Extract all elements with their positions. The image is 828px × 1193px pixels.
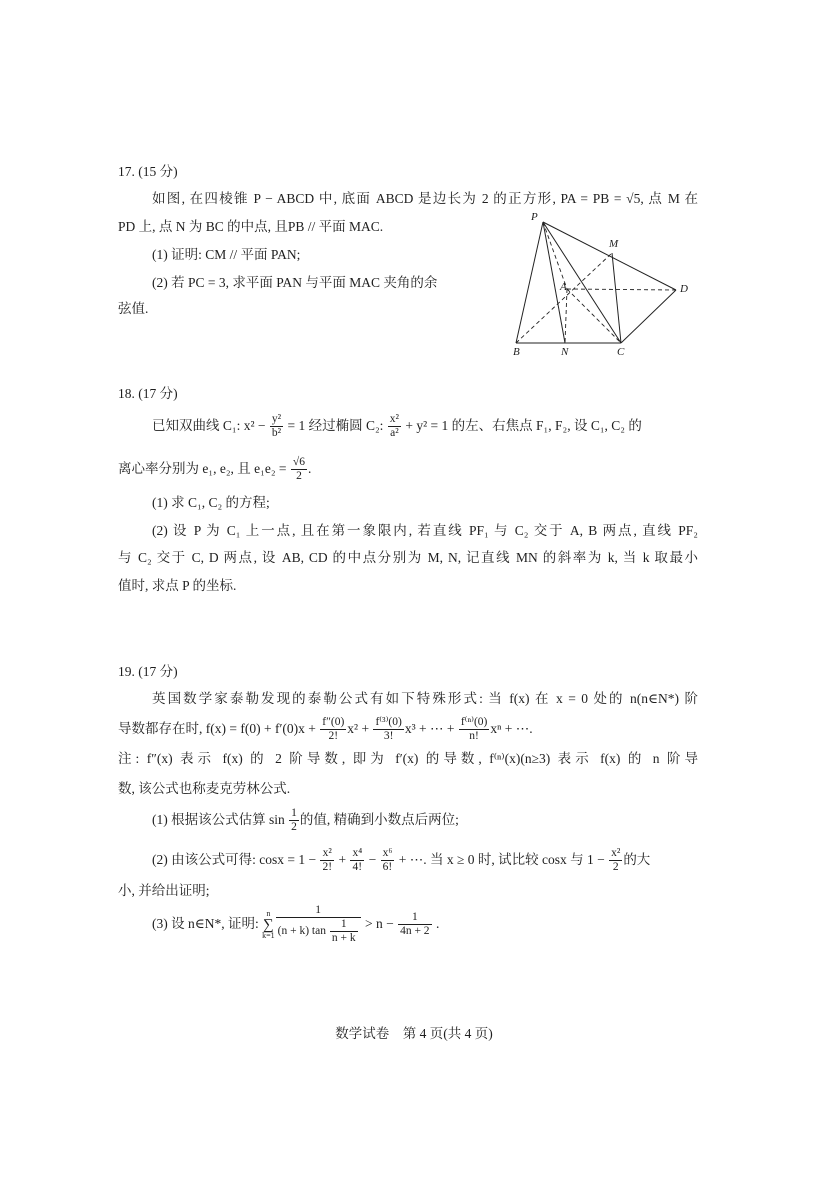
numerator: 1 — [398, 911, 432, 925]
fraction — [289, 807, 299, 834]
label-P: P — [531, 211, 538, 223]
fraction — [270, 413, 283, 440]
q18-part2: (2) 设 P 为 C₁ 上一点, 且在第一象限内, 若直线 PF₁ 与 C₂ 交于 A, B 两点, 直线 PF₂ — [152, 523, 698, 538]
numerator: 1 — [330, 918, 358, 932]
numerator: 1 — [291, 807, 297, 820]
fraction — [381, 847, 395, 874]
denominator: 2! — [322, 861, 333, 874]
text: x³ + ⋯ + — [404, 721, 458, 736]
fraction — [330, 918, 358, 945]
text: 导数都存在时, f(x) = f(0) + f′(0)x + — [118, 721, 320, 736]
denominator: 2 — [296, 470, 302, 483]
numerator: f″(0) — [322, 716, 345, 729]
summation — [262, 910, 275, 940]
numerator: x⁴ — [352, 847, 363, 860]
numerator: x² — [389, 413, 399, 426]
q19-part1 — [152, 805, 698, 835]
label-N: N — [561, 346, 569, 358]
sum-symbol: ∑ — [263, 916, 274, 933]
q19-part2-line2: 小, 并给出证明; — [118, 883, 210, 898]
q17-stem-line2: PD 上, 点 N 为 BC 的中点, 且PB // 平面 MAC. — [118, 219, 384, 234]
q19-stem-line2 — [118, 714, 698, 744]
denominator: n + k — [331, 932, 356, 945]
label-C: C — [617, 346, 625, 358]
denominator — [276, 918, 361, 945]
text: 已知双曲线 C₁: x² − — [152, 418, 269, 433]
fraction — [276, 904, 361, 945]
text: > n − — [361, 916, 398, 931]
q17-header: 17. (15 分) — [118, 164, 178, 179]
q19-note: 注: f″(x) 表示 f(x) 的 2 阶导数, 即为 f′(x) 的导数, f⁽ⁿ⁾(x)(n≥3) 表示 f(x) 的 n 阶导 — [118, 751, 698, 766]
denominator: 6! — [382, 861, 393, 874]
denominator: 2 — [612, 861, 619, 874]
numerator: √6 — [292, 456, 305, 469]
q17-stem-line1: 如图, 在四棱锥 P − ABCD 中, 底面 ABCD 是边长为 2 的正方形, PA = PB = √5, 点 M 在 — [152, 191, 698, 206]
text: 的大 — [623, 852, 651, 867]
q19-header: 19. (17 分) — [118, 664, 178, 679]
text: + y² = 1 的左、右焦点 F₁, F₂, 设 C₁, C₂ 的 — [401, 418, 642, 433]
text: x² + — [347, 721, 373, 736]
denominator: 4! — [352, 861, 363, 874]
text: . — [432, 916, 440, 931]
q18-stem-line1 — [152, 412, 698, 440]
fraction — [320, 847, 334, 874]
text: xⁿ + ⋯. — [490, 721, 533, 736]
text: 的值, 精确到小数点后两位; — [299, 812, 459, 827]
fraction — [350, 847, 364, 874]
text: (1) 根据该公式估算 sin — [152, 812, 289, 827]
denominator: 2! — [328, 730, 339, 743]
q17-part2: (2) 若 PC = 3, 求平面 PAN 与平面 MAC 夹角的余 — [152, 275, 438, 290]
denominator: 4n + 2 — [400, 925, 430, 938]
page-footer: 数学试卷 第 4 页(共 4 页) — [335, 1026, 493, 1041]
q19-part3 — [152, 904, 698, 945]
denominator: a² — [390, 427, 399, 440]
label-B: B — [513, 346, 520, 358]
label-D: D — [680, 283, 688, 295]
label-M: M — [609, 238, 619, 250]
sum-lower: k=1 — [262, 930, 275, 940]
q18-part2-line3: 值时, 求点 P 的坐标. — [118, 578, 237, 593]
text: = 1 经过椭圆 C₂: — [284, 418, 387, 433]
text: (2) 由该公式可得: cosx = 1 − — [152, 852, 320, 867]
text: − — [365, 852, 380, 867]
text: + — [335, 852, 350, 867]
q18-stem-line2 — [118, 455, 698, 483]
denominator: b² — [271, 427, 282, 440]
fraction — [388, 413, 401, 440]
text: + ⋯. 当 x ≥ 0 时, 试比较 cosx 与 1 − — [395, 852, 609, 867]
fraction — [398, 911, 432, 938]
q18-header: 18. (17 分) — [118, 386, 178, 401]
text: (3) 设 n∈N*, 证明: — [152, 916, 263, 931]
q17-part1: (1) 证明: CM // 平面 PAN; — [152, 247, 301, 262]
denominator: 3! — [383, 730, 394, 743]
fraction — [459, 716, 490, 743]
fraction — [609, 847, 622, 874]
numerator: x² — [320, 847, 334, 861]
label-A: A — [560, 281, 567, 293]
fraction — [373, 716, 403, 743]
q17-part2-cont: 弦值. — [118, 301, 149, 316]
denominator: 2 — [291, 821, 297, 834]
q19-stem-line1: 英国数学家泰勒发现的泰勒公式有如下特殊形式: 当 f(x) 在 x = 0 处的 n(n∈N*) 阶 — [152, 691, 698, 706]
text: . — [307, 461, 312, 476]
q18-part2-line2: 与 C₂ 交于 C, D 两点, 设 AB, CD 的中点分别为 M, N, 记直线 MN 的斜率为 k, 当 k 取最小 — [118, 550, 698, 565]
numerator: x² — [611, 847, 621, 860]
numerator: x⁶ — [382, 847, 393, 860]
text: (n + k) tan — [277, 925, 329, 938]
fraction — [320, 716, 346, 743]
sum-upper: n — [266, 908, 271, 918]
numerator: f⁽³⁾(0) — [375, 716, 402, 729]
fraction — [291, 456, 307, 483]
numerator: 1 — [276, 904, 361, 918]
numerator: f⁽ⁿ⁾(0) — [460, 716, 488, 729]
q19-part2 — [152, 845, 698, 875]
q18-part1: (1) 求 C₁, C₂ 的方程; — [152, 495, 270, 510]
numerator: y² — [271, 413, 282, 426]
denominator: n! — [469, 730, 479, 743]
pyramid-diagram — [0, 0, 828, 400]
text: 离心率分别为 e₁, e₂, 且 e₁e₂ = — [118, 461, 290, 476]
q19-note-line2: 数, 该公式也称麦克劳林公式. — [118, 781, 291, 796]
